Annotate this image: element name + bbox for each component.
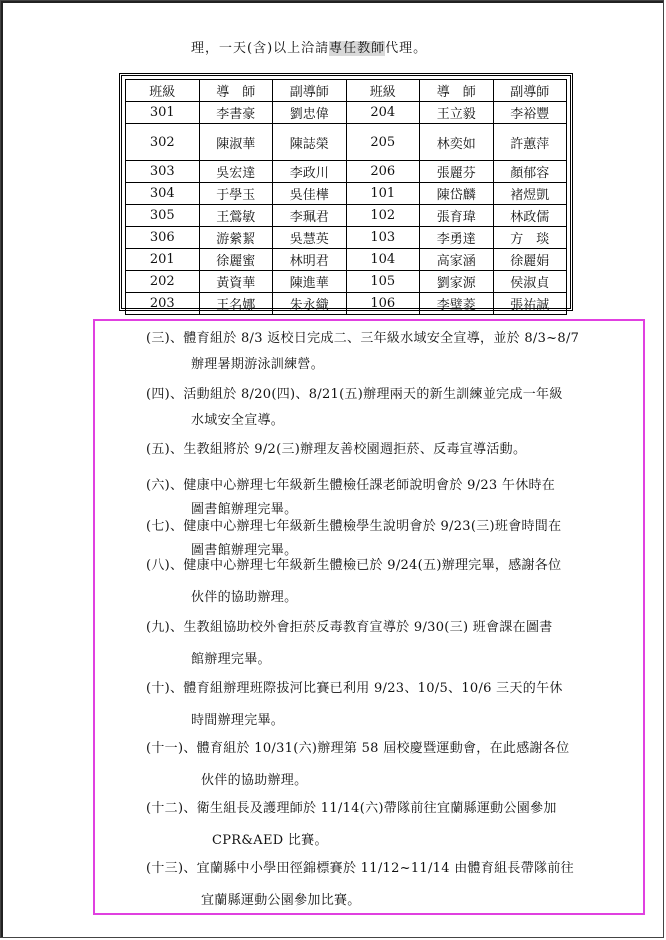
table-cell: 劉忠偉 [273, 102, 347, 124]
item-line-1: (八)、健康中心辦理七年級新生體檢已於 9/24(五)辦理完畢，感謝各位 [146, 558, 562, 573]
table-cell: 劉家源 [420, 271, 494, 293]
table-cell: 林政儒 [493, 205, 567, 227]
table-cell: 于學玉 [199, 183, 273, 205]
teacher-table-frame [119, 73, 573, 311]
item-line-2: 辦理暑期游泳訓練營。 [191, 357, 325, 372]
table-cell: 朱永織 [273, 293, 347, 315]
table-row [126, 161, 567, 183]
table-header-cell: 導 師 [199, 80, 273, 102]
table-cell: 林明君 [273, 249, 347, 271]
item-line-2: 宜蘭縣運動公園參加比賽。 [201, 893, 361, 908]
table-row [126, 102, 567, 124]
list-item [146, 474, 636, 517]
table-cell: 陳誌榮 [273, 124, 347, 161]
table-cell: 褚煜凱 [493, 183, 567, 205]
table-header-cell: 副導師 [273, 80, 347, 102]
table-cell: 陳岱麟 [420, 183, 494, 205]
list-item [146, 438, 636, 457]
table-header-cell: 副導師 [493, 80, 567, 102]
table-cell: 高家涵 [420, 249, 494, 271]
header-line [191, 37, 427, 56]
table-cell: 201 [126, 249, 200, 271]
item-line-2: 時間辦理完畢。 [191, 713, 285, 728]
table-cell: 301 [126, 102, 200, 124]
table-row [126, 227, 567, 249]
table-cell: 徐麗娟 [493, 249, 567, 271]
table-cell: 李政川 [273, 161, 347, 183]
list-item [146, 616, 636, 667]
item-line-2: 水域安全宣導。 [191, 413, 285, 428]
table-row [126, 271, 567, 293]
table-cell: 105 [346, 271, 420, 293]
item-line-1: (五)、生教組將於 9/2(三)辦理友善校園週拒菸、反毒宣導活動。 [146, 442, 527, 457]
table-cell: 張育瑋 [420, 205, 494, 227]
table-cell: 顏郁容 [493, 161, 567, 183]
table-cell: 304 [126, 183, 200, 205]
table-cell: 101 [346, 183, 420, 205]
list-item [146, 797, 636, 848]
table-cell: 205 [346, 124, 420, 161]
table-cell: 305 [126, 205, 200, 227]
table-cell: 陳淑華 [199, 124, 273, 161]
table-cell: 吳佳樺 [273, 183, 347, 205]
table-cell: 李珮君 [273, 205, 347, 227]
table-cell: 王鶯敏 [199, 205, 273, 227]
table-cell: 吳宏達 [199, 161, 273, 183]
table-header-cell: 班級 [346, 80, 420, 102]
table-cell: 103 [346, 227, 420, 249]
item-line-2: CPR&AED 比賽。 [212, 833, 328, 848]
table-cell: 游縈絜 [199, 227, 273, 249]
teacher-table [125, 79, 567, 315]
list-item [146, 515, 636, 558]
list-item [146, 677, 636, 728]
list-item [146, 383, 636, 428]
list-item [146, 857, 636, 908]
table-cell: 李書豪 [199, 102, 273, 124]
item-line-2: 圖書館辦理完畢。 [191, 502, 298, 517]
header-text-pre: 理，一天(含)以上洽請 [191, 41, 330, 56]
header-text-highlight: 專任教師 [329, 41, 386, 56]
table-cell: 王立毅 [420, 102, 494, 124]
table-cell: 李璧菱 [420, 293, 494, 315]
table-cell: 黃資華 [199, 271, 273, 293]
table-header-cell: 導 師 [420, 80, 494, 102]
item-line-2: 館辦理完畢。 [191, 652, 271, 667]
table-cell: 102 [346, 205, 420, 227]
item-line-1: (七)、健康中心辦理七年級新生體檢學生說明會於 9/23(三)班會時間在 [146, 519, 562, 534]
table-cell: 徐麗蜜 [199, 249, 273, 271]
table-cell: 吳慧英 [273, 227, 347, 249]
table-cell: 張麗芬 [420, 161, 494, 183]
table-cell: 侯淑貞 [493, 271, 567, 293]
table-cell: 張祐誠 [493, 293, 567, 315]
item-line-2: 伙伴的協助辦理。 [191, 590, 298, 605]
table-cell: 王名娜 [199, 293, 273, 315]
item-line-2: 圖書館辦理完畢。 [191, 543, 298, 558]
list-item [146, 327, 636, 372]
table-cell: 203 [126, 293, 200, 315]
table-row [126, 293, 567, 315]
table-cell: 林奕如 [420, 124, 494, 161]
item-line-2: 伙伴的協助辦理。 [201, 773, 308, 788]
item-line-1: (十一)、體育組於 10/31(六)辦理第 58 屆校慶暨運動會，在此感謝各位 [146, 741, 570, 756]
table-row [126, 183, 567, 205]
table-row [126, 124, 567, 161]
table-row [126, 249, 567, 271]
list-item [146, 737, 636, 788]
item-line-1: (十三)、宜蘭縣中小學田徑錦標賽於 11/12~11/14 由體育組長帶隊前往 [146, 861, 574, 876]
table-header-row [126, 80, 567, 102]
table-cell: 206 [346, 161, 420, 183]
table-cell: 302 [126, 124, 200, 161]
table-cell: 104 [346, 249, 420, 271]
table-cell: 106 [346, 293, 420, 315]
table-cell: 李裕豐 [493, 102, 567, 124]
item-line-1: (六)、健康中心辦理七年級新生體檢任課老師說明會於 9/23 午休時在 [146, 478, 556, 493]
item-line-1: (十二)、衛生組長及護理師於 11/14(六)帶隊前往宜蘭縣運動公園參加 [146, 801, 557, 816]
table-cell: 202 [126, 271, 200, 293]
table-cell: 陳進華 [273, 271, 347, 293]
table-cell: 許蕙萍 [493, 124, 567, 161]
table-cell: 306 [126, 227, 200, 249]
table-cell: 李勇達 [420, 227, 494, 249]
table-row [126, 205, 567, 227]
header-text-post: 代理。 [385, 41, 428, 56]
table-cell: 303 [126, 161, 200, 183]
list-item [146, 554, 636, 605]
table-header-cell: 班級 [126, 80, 200, 102]
item-line-1: (九)、生教組協助校外會拒菸反毒教育宣導於 9/30(三) 班會課在圖書 [146, 620, 553, 635]
item-line-1: (三)、體育組於 8/3 返校日完成二、三年級水域安全宣導，並於 8/3~8/7 [146, 331, 580, 346]
table-cell: 204 [346, 102, 420, 124]
table-cell: 方 琰 [493, 227, 567, 249]
item-line-1: (十)、體育組辦理班際拔河比賽已利用 9/23、10/5、10/6 三天的午休 [146, 681, 563, 696]
item-line-1: (四)、活動組於 8/20(四)、8/21(五)辦理兩天的新生訓練並完成一年級 [146, 387, 563, 402]
